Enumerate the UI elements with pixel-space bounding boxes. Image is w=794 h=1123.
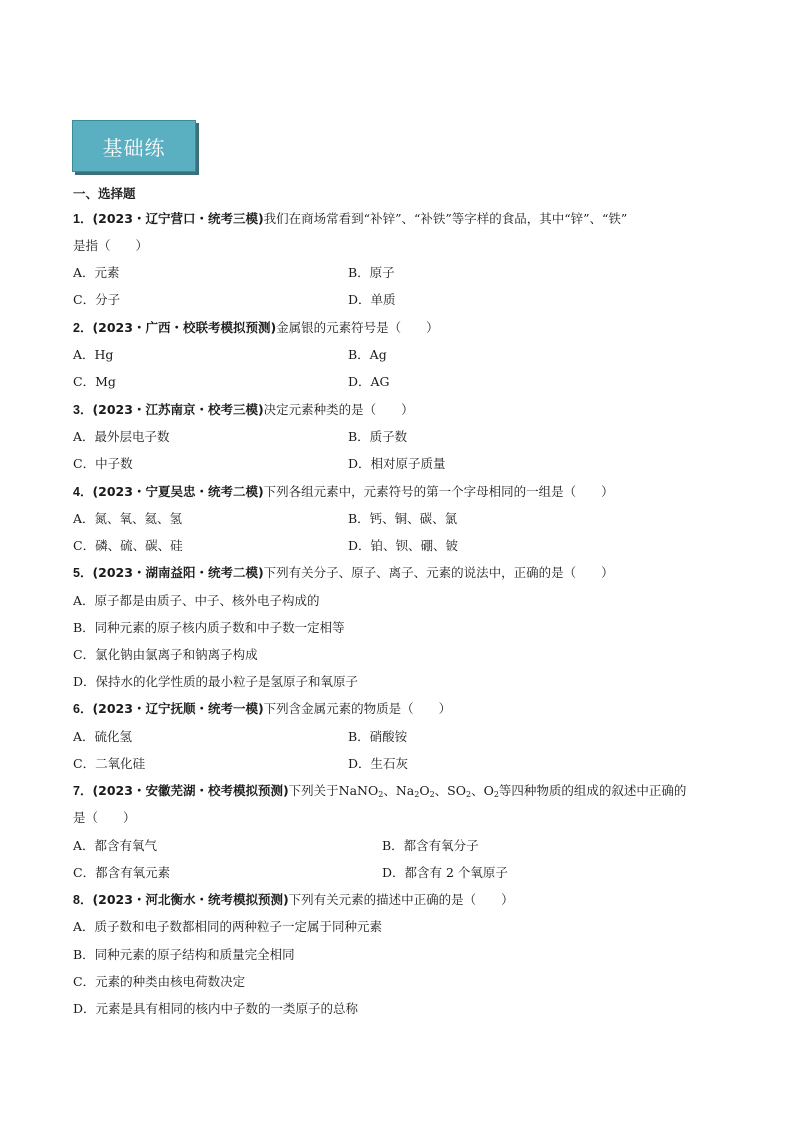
option-c: C．二氧化硅: [73, 756, 146, 771]
question-source: (2023・江苏南京・校考三模): [92, 402, 264, 417]
banner-title: 基础练: [102, 135, 166, 160]
question-7-cont: 是（ ）: [73, 810, 136, 825]
option-a: A．最外层电子数: [73, 429, 170, 444]
question-text: 我们在商场常看到“补锌”、“补铁”等字样的食品，其中“锌”、“铁”: [263, 211, 628, 226]
question-source: (2023・安徽芜湖・校考模拟预测): [92, 783, 289, 798]
option-b: B．同种元素的原子结构和质量完全相同: [73, 947, 295, 962]
option-a: A．质子数和电子数都相同的两种粒子一定属于同种元素: [73, 919, 383, 934]
question-source: (2023・辽宁营口・统考三模): [92, 211, 264, 226]
option-d: D．保持水的化学性质的最小粒子是氢原子和氧原子: [73, 674, 359, 689]
option-a: A．Hg: [73, 347, 114, 362]
option-c: C．分子: [73, 292, 121, 307]
option-d: D．AG: [348, 374, 390, 389]
option-c: C．中子数: [73, 456, 133, 471]
option-a: A．氮、氧、氦、氢: [73, 511, 183, 526]
option-a: A．原子都是由质子、中子、核外电子构成的: [73, 593, 320, 608]
option-a: A．元素: [73, 265, 120, 280]
option-b: B．钙、铜、碳、氯: [348, 511, 458, 526]
option-a: A．硫化氢: [73, 729, 133, 744]
option-d: D．都含有 2 个氧原子: [382, 865, 508, 880]
question-source: (2023・辽宁抚顺・统考一模): [92, 701, 264, 716]
option-c: C．元素的种类由核电荷数决定: [73, 974, 246, 989]
option-b: B．质子数: [348, 429, 408, 444]
option-d: D．生石灰: [348, 756, 409, 771]
option-a: A．都含有氧气: [73, 838, 158, 853]
question-text: 下列含金属元素的物质是（ ）: [263, 701, 452, 716]
option-c: C．磷、硫、碳、硅: [73, 538, 183, 553]
question-4: 4．(2023・宁夏吴忠・统考二模)下列各组元素中，元素符号的第一个字母相同的一组是（ ）: [73, 484, 614, 499]
option-b: B．硝酸铵: [348, 729, 408, 744]
question-2: 2．(2023・广西・校联考模拟预测)金属银的元素符号是（ ）: [73, 320, 439, 335]
option-c: C．Mg: [73, 374, 116, 389]
question-1-cont: 是指（ ）: [73, 238, 149, 253]
section-banner: [72, 120, 196, 172]
question-text: 下列有关元素的描述中正确的是（ ）: [288, 892, 514, 907]
question-text: 下列各组元素中，元素符号的第一个字母相同的一组是（ ）: [263, 484, 614, 499]
question-text: 金属银的元素符号是（ ）: [276, 320, 439, 335]
question-text: 决定元素种类的是（ ）: [263, 402, 414, 417]
option-b: B．原子: [348, 265, 395, 280]
section-title: 一、选择题: [73, 186, 136, 201]
question-3: 3．(2023・江苏南京・校考三模)决定元素种类的是（ ）: [73, 402, 414, 417]
question-source: (2023・广西・校联考模拟预测): [92, 320, 277, 335]
question-1: 1．(2023・辽宁营口・统考三模)我们在商场常看到“补锌”、“补铁”等字样的食品，其中“锌”、“铁”: [73, 211, 628, 226]
question-8: 8．(2023・河北衡水・统考模拟预测)下列有关元素的描述中正确的是（ ）: [73, 892, 514, 907]
question-source: (2023・宁夏吴忠・统考二模): [92, 484, 264, 499]
option-d: D．元素是具有相同的核内中子数的一类原子的总称: [73, 1001, 359, 1016]
question-source: (2023・河北衡水・统考模拟预测): [92, 892, 289, 907]
option-b: B．Ag: [348, 347, 387, 362]
option-d: D．单质: [348, 292, 396, 307]
option-c: C．都含有氧元素: [73, 865, 171, 880]
question-text: 下列有关分子、原子、离子、元素的说法中，正确的是（ ）: [263, 565, 614, 580]
option-b: B．同种元素的原子核内质子数和中子数一定相等: [73, 620, 345, 635]
option-b: B．都含有氧分子: [382, 838, 479, 853]
option-d: D．相对原子质量: [348, 456, 446, 471]
question-7: 7．(2023・安徽芜湖・校考模拟预测)下列关于NaNO$_2$、$Na_2O_2$、$SO_2$、$O_2$等四种物质的组成的叙述中正确的: [73, 783, 687, 799]
option-c: C．氯化钠由氯离子和钠离子构成: [73, 647, 258, 662]
question-source: (2023・湖南益阳・统考二模): [92, 565, 264, 580]
option-d: D．铂、钡、硼、铍: [348, 538, 459, 553]
question-5: 5．(2023・湖南益阳・统考二模)下列有关分子、原子、离子、元素的说法中，正确的是（ ）: [73, 565, 614, 580]
question-6: 6．(2023・辽宁抚顺・统考一模)下列含金属元素的物质是（ ）: [73, 701, 452, 716]
